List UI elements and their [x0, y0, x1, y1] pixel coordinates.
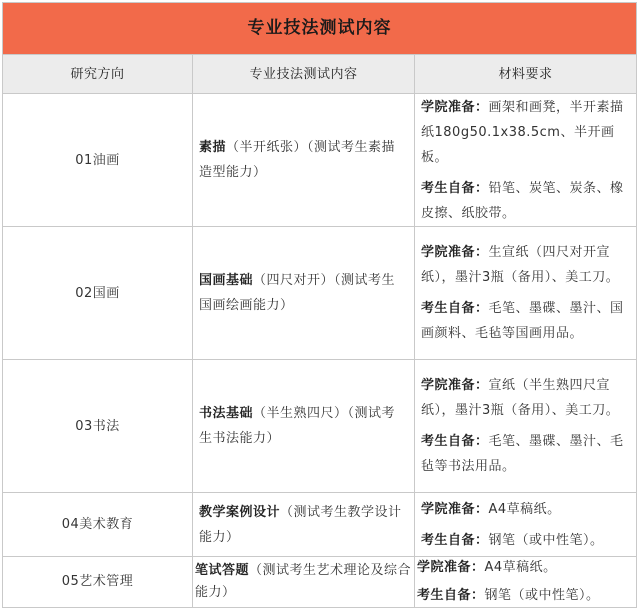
table-row	[3, 227, 637, 360]
school-label: 学院准备：	[421, 501, 489, 517]
content-cell	[193, 557, 415, 608]
self-label: 考生自备：	[417, 588, 485, 603]
self-provided	[421, 296, 630, 346]
direction-cell: 05艺术管理	[3, 557, 193, 608]
exam-table-container	[2, 2, 636, 608]
self-label: 考生自备：	[421, 434, 489, 449]
self-label: 考生自备：	[421, 180, 489, 196]
school-label: 学院准备：	[417, 560, 485, 575]
self-text: 毛笔、墨碟、墨汁、国画颜料、毛毡等国画用品。	[421, 301, 624, 341]
school-text: A4草稿纸。	[484, 560, 557, 575]
school-text: 画架和画凳，半开素描纸180g50.1x38.5cm、半开画板。	[421, 99, 624, 165]
school-label: 学院准备：	[421, 99, 489, 115]
materials-cell	[415, 360, 637, 493]
table-row	[3, 557, 637, 608]
header-materials: 材料要求	[415, 55, 637, 94]
school-provided	[421, 240, 630, 290]
self-text: 铅笔、炭笔、炭条、橡皮擦、纸胶带。	[421, 180, 624, 221]
materials-cell	[415, 94, 637, 227]
school-provided	[421, 497, 630, 522]
content-cell	[193, 227, 415, 360]
self-label: 考生自备：	[421, 532, 489, 548]
self-provided	[421, 528, 630, 553]
content-name: 书法基础	[199, 406, 254, 421]
content-cell	[193, 94, 415, 227]
content-name: 教学案例设计	[199, 504, 281, 520]
school-provided	[421, 95, 630, 170]
self-provided	[421, 176, 630, 226]
school-text: 生宣纸（四尺对开宣纸），墨汁3瓶（备用）、美工刀。	[421, 245, 620, 285]
header-content: 专业技法测试内容	[193, 55, 415, 94]
school-text: 宣纸（半生熟四尺宣纸），墨汁3瓶（备用）、美工刀。	[421, 378, 620, 418]
content-cell	[193, 360, 415, 493]
self-text: 毛笔、墨碟、墨汁、毛毡等书法用品。	[421, 434, 624, 474]
self-text: 钢笔（或中性笔）。	[484, 588, 600, 603]
school-text: A4草稿纸。	[488, 501, 561, 517]
school-provided	[421, 373, 630, 423]
header-direction: 研究方向	[3, 55, 193, 94]
content-detail: （半开纸张）（测试考生素描造型能力）	[199, 140, 396, 180]
exam-table	[2, 2, 637, 608]
content-name: 国画基础	[199, 273, 254, 288]
content-detail: （四尺对开）（测试考生国画绘画能力）	[199, 273, 396, 313]
content-cell	[193, 493, 415, 557]
direction-cell: 03书法	[3, 360, 193, 493]
self-text: 钢笔（或中性笔）。	[488, 532, 604, 548]
school-label: 学院准备：	[421, 245, 489, 260]
content-name: 笔试答题	[195, 563, 250, 578]
materials-cell	[415, 227, 637, 360]
table-row	[3, 493, 637, 557]
table-row	[3, 94, 637, 227]
table-title: 专业技法测试内容	[3, 3, 637, 55]
self-provided	[417, 585, 634, 607]
school-label: 学院准备：	[421, 378, 489, 393]
content-detail: （半生熟四尺）（测试考生书法能力）	[199, 406, 396, 446]
self-label: 考生自备：	[421, 301, 489, 316]
school-provided	[417, 557, 634, 579]
content-name: 素描	[199, 140, 227, 155]
content-detail: （测试考生教学设计能力）	[199, 504, 402, 545]
content-detail: （测试考生艺术理论及综合能力）	[195, 563, 412, 600]
direction-cell: 02国画	[3, 227, 193, 360]
direction-cell: 01油画	[3, 94, 193, 227]
table-row	[3, 360, 637, 493]
materials-cell	[415, 493, 637, 557]
direction-cell: 04美术教育	[3, 493, 193, 557]
self-provided	[421, 429, 630, 479]
materials-cell	[415, 557, 637, 608]
